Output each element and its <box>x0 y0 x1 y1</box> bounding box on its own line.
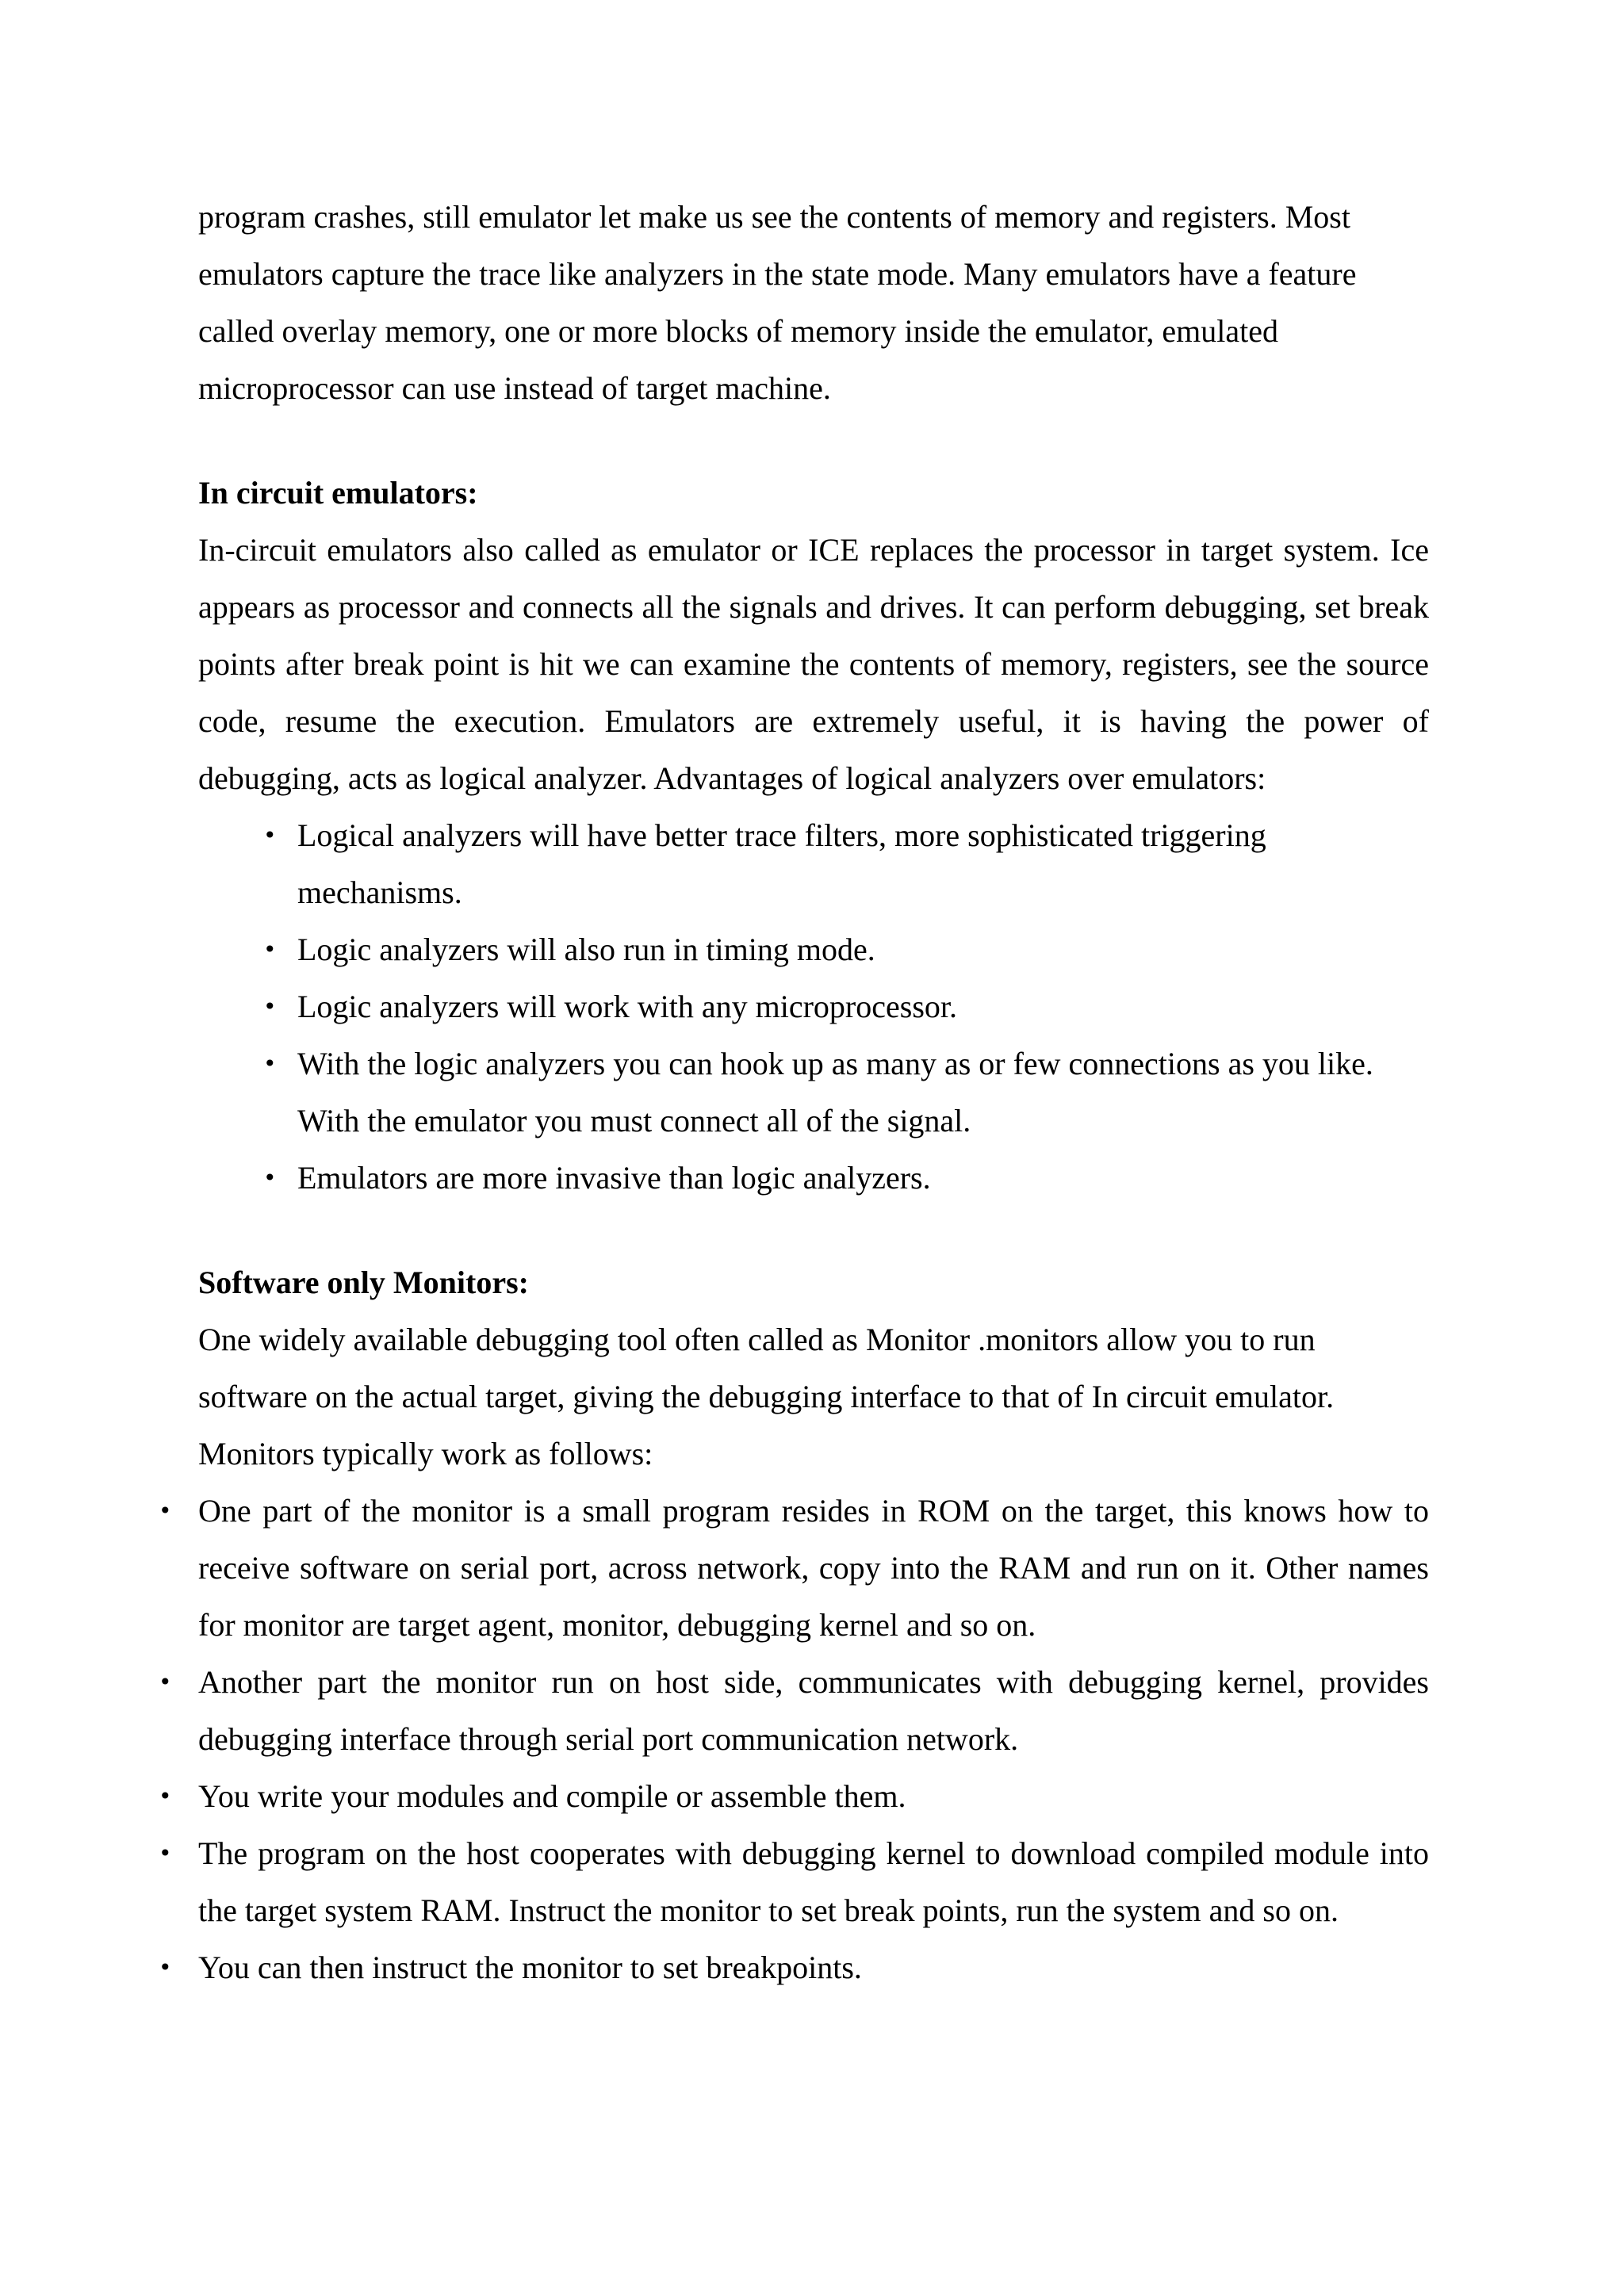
section-gap <box>198 1207 1429 1254</box>
list-item <box>198 921 1429 978</box>
list-item-text: Emulators are more invasive than logic analyzers. <box>297 1160 931 1196</box>
list-item-text: Logical analyzers will have better trace filters, more sophisticated triggering mechanisms. <box>297 817 1266 910</box>
bullet-icon: • <box>159 1783 172 1809</box>
list-item-text: One part of the monitor is a small program resides in ROM on the target, this knows how to receive software on serial port, across network, copy into the RAM and run on it. Other names for monitor are target agent, monitor, debugging kernel and so on. <box>198 1493 1429 1643</box>
bullet-icon: • <box>159 1840 172 1866</box>
list-item-text: The program on the host cooperates with debugging kernel to download compiled module into the target system RAM. Instruct the monitor to set break points, run the system and so on. <box>198 1835 1429 1928</box>
bullet-icon: • <box>159 1498 172 1524</box>
monitors-paragraph: One widely available debugging tool often called as Monitor .monitors allow you to run software on the actual target, giving the debugging interface to that of In circuit emulator. Monitors typically work as follows: <box>198 1322 1335 1471</box>
ice-paragraph: In-circuit emulators also called as emulator or ICE replaces the processor in target system. Ice appears as processor and connects all the signals and drives. It can perform debugging, set break points after break point is hit we can examine the contents of memory, registers, see the source code, resume the execution. Emulators are extremely useful, it is having the power of debugging, acts as logical analyzer. Advantages of logical analyzers over emulators: <box>198 532 1429 796</box>
ice-advantages-list <box>198 807 1429 1207</box>
list-item-text: Logic analyzers will also run in timing mode. <box>297 932 875 967</box>
section-heading-in-circuit-emulators: In circuit emulators: <box>198 475 478 511</box>
bullet-icon: • <box>263 936 277 962</box>
bullet-icon: • <box>263 993 277 1020</box>
list-item <box>159 1825 1429 1939</box>
list-item <box>198 978 1429 1035</box>
bullet-icon: • <box>159 1669 172 1695</box>
section-gap <box>198 417 1429 465</box>
intro-paragraph: program crashes, still emulator let make us see the contents of memory and registers. Most emulators capture the trace like analyzers in the state mode. Many emulators have a feature called overlay memory, one or more blocks of memory inside the emulator, emulated microprocessor can use instead of target machine. <box>198 199 1357 406</box>
bullet-icon: • <box>159 1954 172 1980</box>
list-item-text: You write your modules and compile or assemble them. <box>198 1778 906 1814</box>
bullet-icon: • <box>263 1050 277 1077</box>
list-item-text: You can then instruct the monitor to set breakpoints. <box>198 1950 862 1985</box>
page-content <box>159 189 1429 1996</box>
section-heading-software-only-monitors: Software only Monitors: <box>198 1265 529 1300</box>
list-item-text: With the logic analyzers you can hook up as many as or few connections as you like. With the emulator you must connect all of the signal. <box>297 1046 1373 1138</box>
list-item-text: Logic analyzers will work with any microprocessor. <box>297 989 957 1024</box>
list-item <box>198 1035 1429 1150</box>
list-item <box>198 1150 1429 1207</box>
list-item <box>159 1768 1429 1825</box>
monitors-steps-list <box>159 1483 1429 1996</box>
bullet-icon: • <box>263 1165 277 1191</box>
list-item <box>159 1939 1429 1996</box>
list-item-text: Another part the monitor run on host side, communicates with debugging kernel, provides debugging interface through serial port communication network. <box>198 1664 1429 1757</box>
list-item <box>198 807 1429 921</box>
list-item <box>159 1654 1429 1768</box>
list-item <box>159 1483 1429 1654</box>
bullet-icon: • <box>263 822 277 848</box>
